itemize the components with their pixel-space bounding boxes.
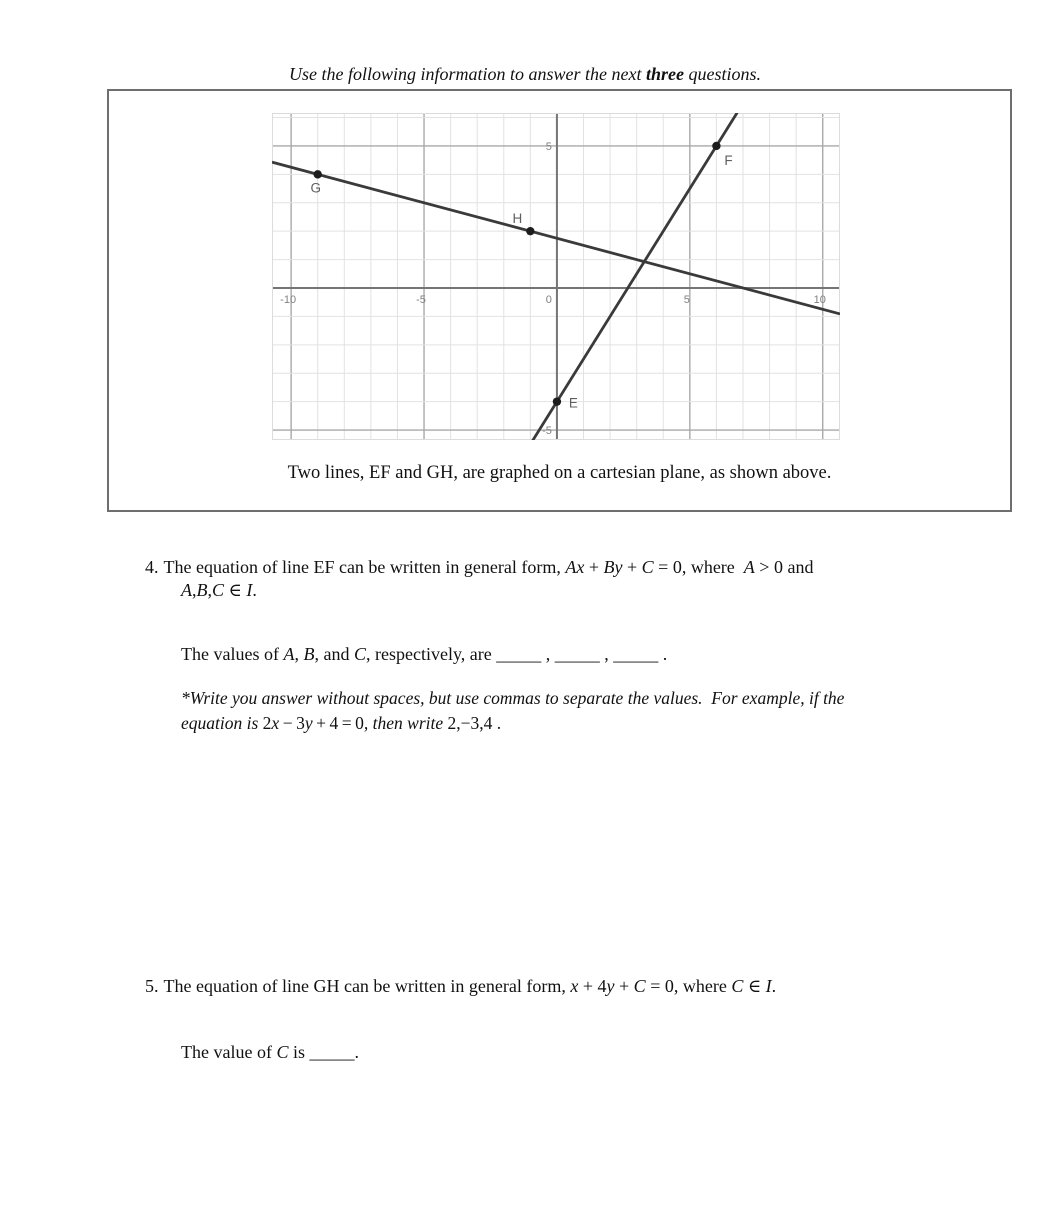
x-tick-label: -10	[280, 294, 297, 307]
question-4-values-line: The values of A, B, and C, respectively, are _____ , _____ , _____ .	[181, 644, 668, 664]
point-F	[712, 142, 720, 150]
point-label-G: G	[310, 180, 321, 196]
x-tick-label: 10	[813, 294, 826, 307]
question-4-note-line1: *Write you answer without spaces, but use commas to separate the values. For example, if the	[181, 688, 845, 708]
question-4-stem-line1	[145, 556, 813, 579]
point-G	[314, 170, 322, 178]
question-5-stem-text: The equation of line GH can be written in general form, x + 4y + C = 0, where C ∈ I.	[163, 976, 777, 996]
question-4-stem-text: The equation of line EF can be written in general form, Ax + By + C = 0, where A > 0 and	[163, 557, 814, 577]
figure-caption: Two lines, EF and GH, are graphed on a cartesian plane, as shown above.	[287, 463, 832, 483]
x-tick-label: -5	[416, 294, 426, 307]
point-E	[553, 397, 561, 405]
cartesian-graph	[272, 113, 840, 440]
question-4-stem-line2: A,B,C ∈ I.	[181, 580, 257, 600]
y-tick-label: -5	[542, 425, 552, 438]
instructions-title: Use the following information to answer the next three questions.	[289, 64, 761, 84]
graph-container	[272, 113, 840, 440]
x-tick-label: 0	[545, 294, 552, 307]
point-label-F: F	[724, 152, 733, 168]
x-tick-label: 5	[683, 294, 690, 307]
question-5-value-line: The value of C is _____.	[181, 1042, 359, 1062]
point-label-E: E	[568, 395, 578, 411]
y-tick-label: 5	[545, 140, 552, 153]
figure-box	[107, 89, 1012, 512]
question-5-number: 5.	[145, 976, 159, 996]
question-4-number: 4.	[145, 557, 159, 577]
question-5-stem	[145, 975, 776, 998]
question-4-note-line2: equation is 2x − 3y + 4 = 0, then write 2,−3,4 .	[181, 713, 502, 733]
point-H	[526, 227, 534, 235]
point-label-H: H	[512, 211, 523, 227]
